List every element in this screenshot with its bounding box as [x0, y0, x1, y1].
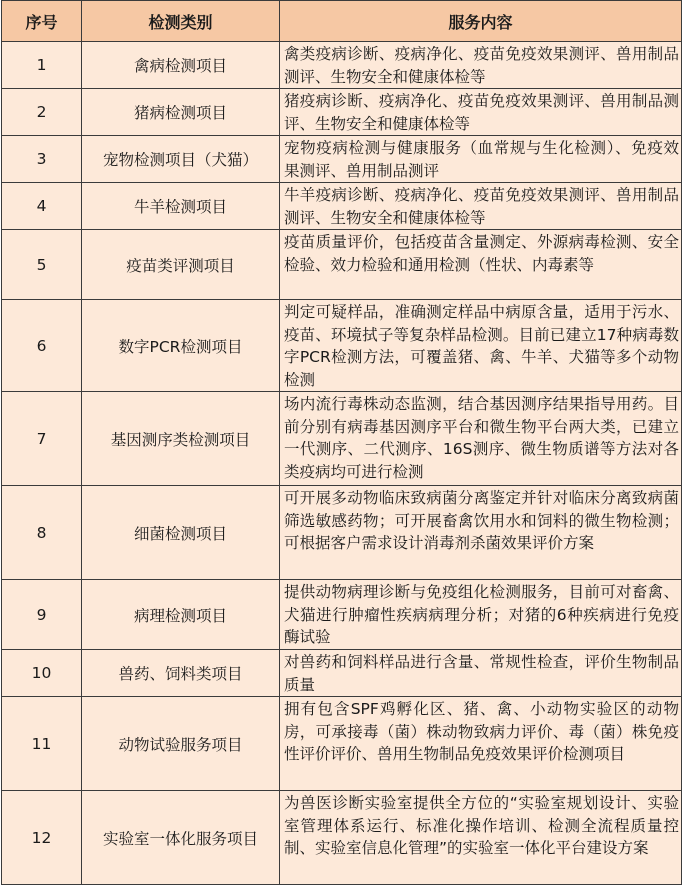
row-service: 牛羊疫病诊断、疫病净化、疫苗免疫效果测评、兽用制品测评、生物安全和健康体检等: [280, 183, 682, 230]
row-index: 12: [2, 791, 82, 885]
row-category: 实验室一体化服务项目: [82, 791, 280, 885]
table-header-row: [2, 1, 682, 42]
table-row: [2, 230, 682, 300]
row-service: 疫苗质量评价，包括疫苗含量测定、外源病毒检测、安全检验、效力检验和通用检测（性状、内毒素等: [280, 230, 682, 300]
row-service: 可开展多动物临床致病菌分离鉴定并针对临床分离致病菌筛选敏感药物；可开展畜禽饮用水和饲料的微生物检测；可根据客户需求设计消毒剂杀菌效果评价方案: [280, 486, 682, 580]
row-index: 9: [2, 580, 82, 650]
table-row: [2, 580, 682, 650]
row-category: 病理检测项目: [82, 580, 280, 650]
table-row: [2, 136, 682, 183]
row-category: 禽病检测项目: [82, 42, 280, 89]
table-row: [2, 300, 682, 392]
row-category: 猪病检测项目: [82, 89, 280, 136]
row-index: 7: [2, 392, 82, 486]
table-row: [2, 697, 682, 791]
row-index: 1: [2, 42, 82, 89]
table-row: [2, 650, 682, 697]
row-service: 猪疫病诊断、疫病净化、疫苗免疫效果测评、兽用制品测评、生物安全和健康体检等: [280, 89, 682, 136]
row-category: 疫苗类评测项目: [82, 230, 280, 300]
row-category: 兽药、饲料类项目: [82, 650, 280, 697]
table-row: [2, 183, 682, 230]
row-index: 5: [2, 230, 82, 300]
row-index: 6: [2, 300, 82, 392]
row-index: 8: [2, 486, 82, 580]
table-row: [2, 392, 682, 486]
row-index: 10: [2, 650, 82, 697]
table-row: [2, 42, 682, 89]
header-index: 序号: [2, 1, 82, 42]
row-service: 拥有包含SPF鸡孵化区、猪、禽、小动物实验区的动物房，可承接毒（菌）株动物致病力评价、毒（菌）株免疫性评价评价、兽用生物制品免疫效果评价检测项目: [280, 697, 682, 791]
table-row: [2, 486, 682, 580]
table-row: [2, 89, 682, 136]
row-index: 11: [2, 697, 82, 791]
row-index: 3: [2, 136, 82, 183]
row-service: 场内流行毒株动态监测，结合基因测序结果指导用药。目前分别有病毒基因测序平台和微生物平台两大类，已建立一代测序、二代测序、16S测序、微生物质谱等方法对各类疫病均可进行检测: [280, 392, 682, 486]
row-category: 数字PCR检测项目: [82, 300, 280, 392]
row-service: 对兽药和饲料样品进行含量、常规性检查，评价生物制品质量: [280, 650, 682, 697]
table-row: [2, 791, 682, 885]
service-table: [1, 0, 682, 885]
row-category: 动物试验服务项目: [82, 697, 280, 791]
row-index: 2: [2, 89, 82, 136]
row-service: 为兽医诊断实验室提供全方位的“实验室规划设计、实验室管理体系运行、标准化操作培训、检测全流程质量控制、实验室信息化管理”的实验室一体化平台建设方案: [280, 791, 682, 885]
header-service: 服务内容: [280, 1, 682, 42]
row-category: 牛羊检测项目: [82, 183, 280, 230]
row-index: 4: [2, 183, 82, 230]
row-category: 基因测序类检测项目: [82, 392, 280, 486]
row-category: 细菌检测项目: [82, 486, 280, 580]
row-service: 禽类疫病诊断、疫病净化、疫苗免疫效果测评、兽用制品测评、生物安全和健康体检等: [280, 42, 682, 89]
row-category: 宠物检测项目（犬猫）: [82, 136, 280, 183]
row-service: 宠物疫病检测与健康服务（血常规与生化检测）、免疫效果测评、兽用制品测评: [280, 136, 682, 183]
row-service: 判定可疑样品，准确测定样品中病原含量，适用于污水、疫苗、环境拭子等复杂样品检测。目前已建立17种病毒数字PCR检测方法，可覆盖猪、禽、牛羊、犬猫等多个动物检测: [280, 300, 682, 392]
row-service: 提供动物病理诊断与免疫组化检测服务，目前可对畜禽、犬猫进行肿瘤性疾病病理分析；对猪的6种疾病进行免疫酶试验: [280, 580, 682, 650]
header-category: 检测类别: [82, 1, 280, 42]
